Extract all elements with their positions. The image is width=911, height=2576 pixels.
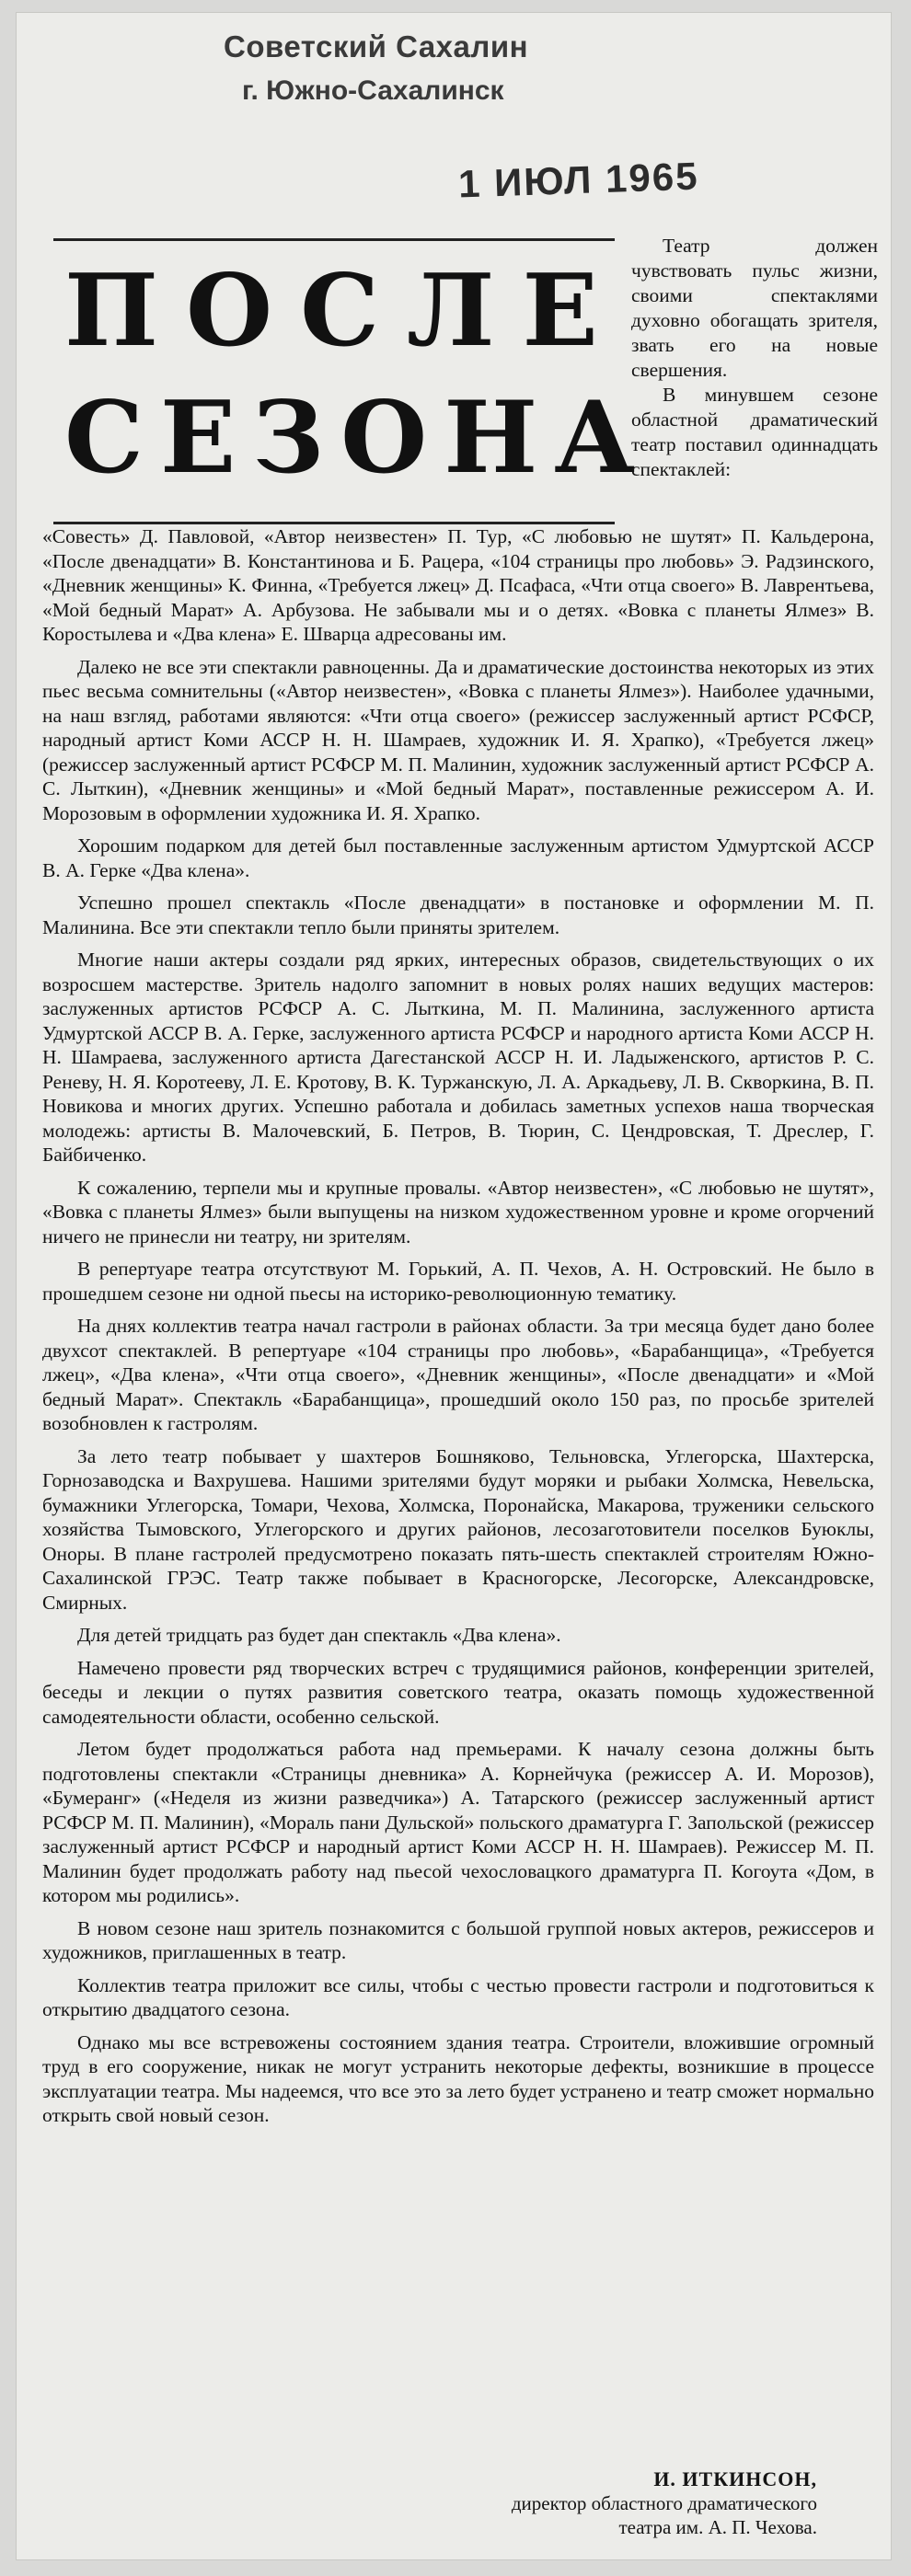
- article-body: [42, 524, 874, 2136]
- article-paragraph: Успешно прошел спектакль «После двенадцати» в постановке и оформлении М. П. Малинина. Все эти спектакли тепло были приняты зрителем.: [42, 891, 874, 938]
- author-name: И. ИТКИНСОН,: [653, 2467, 817, 2490]
- article-paragraph: Однако мы все встревожены состоянием здания театра. Строители, вложившие огромный труд в его сооружение, никак не могут устранить некоторые дефекты, возникшие в процессе эксплуатации театра. Мы надеемся, что все это за лето будет устранено и театр сможет нормально открыть свой новый сезон.: [42, 2030, 874, 2126]
- article-paragraph: Коллектив театра приложит все силы, чтобы с честью провести гастроли и подготовиться к открытию двадцатого сезона.: [42, 1973, 874, 2020]
- intro-paragraph: В минувшем сезоне областной драматический театр поставил одиннадцать спектаклей:: [631, 384, 878, 480]
- newspaper-clipping: [17, 13, 891, 2559]
- newspaper-city-stamp: г. Южно-Сахалинск: [242, 75, 504, 106]
- article-paragraph: Многие наши актеры создали ряд ярких, интересных образов, свидетельствующих о их возросшем мастерстве. Зритель надолго запомнит в новых ролях наших ведущих мастеров: заслуженных артистов РСФСР А. С. Лыткина, М. П. Малинина, заслуженного артиста Удмуртской АССР В. А. Герке, заслуженного артиста РСФСР и народного артиста Коми АССР Н. Н. Шамраева, заслуженного артиста Дагестанской АССР Н. И. Ладыженского, артистов Р. С. Реневу, Н. Я. Коротееву, Л. Е. Кротову, В. К. Туржанскую, Л. А. Аркадьеву, Л. В. Скворкина, В. П. Новикова и многих других. Успешно работала и добилась заметных успехов наша творческая молодежь: артисты В. Малочевский, Б. Петров, В. Тюрин, С. Цендровская, Т. Дреслер, Г. Байбиченко.: [42, 949, 874, 1166]
- article-paragraph: «Совесть» Д. Павловой, «Автор неизвестен» П. Тур, «С любовью не шутят» П. Кальдерона, «После двенадцати» В. Константинова и Б. Рацера, «104 страницы про любовь» Э. Радзинского, «Дневник женщины» К. Финна, «Требуется лжец» Д. Псафаса, «Чти отца своего» В. Лаврентьева, «Мой бедный Марат» А. Арбузова. Не забывали мы и о детях. «Вовка с планеты Ялмез» В. Коростылева и «Два клена» Е. Шварца адресованы им.: [42, 525, 874, 645]
- headline: [53, 238, 652, 524]
- newspaper-title-stamp: Советский Сахалин: [224, 29, 529, 63]
- article-paragraph: В репертуаре театра отсутствуют М. Горький, А. П. Чехов, А. Н. Островский. Не было в прошедшем сезоне ни одной пьесы на историко-революционную тематику.: [42, 1258, 874, 1305]
- article-paragraph: За лето театр побывает у шахтеров Бошняково, Тельновска, Углегорска, Шахтерска, Горнозаводска и Вахрушева. Нашими зрителями будут моряки и рыбаки Холмска, Невельска, бумажники Углегорска, Томари, Чехова, Холмска, Поронайска, Макарова, труженики сельского хозяйства Тымовского, Углегорского и других районов, лесозаготовители поселков Буюклы, Оноры. В плане гастролей предусмотрено показать пять-шесть спектаклей строителям Южно-Сахалинской ГРЭС. Театр также побывает в Красногорске, Лесогорске, Александровске, Смирных.: [42, 1444, 874, 1614]
- article-paragraph: Намечено провести ряд творческих встреч с трудящимися районов, конференции зрителей, беседы и лекции о путях развития советского театра, оказать помощь художественной самодеятельности области, особенно сельской.: [42, 1656, 874, 1728]
- article-paragraph: Далеко не все эти спектакли равноценны. Да и драматические достоинства некоторых из этих пьес весьма сомнительны («Автор неизвестен», «Вовка с планеты Ялмез»). Наиболее удачными, на наш взгляд, работами являются: «Чти отца своего» (режиссер заслуженный артист РСФСР, народный артист Коми АССР Н. Н. Шамраев, художник И. Я. Храпко), «Требуется лжец» (режиссер заслуженный артист РСФСР М. П. Малинин, художник заслуженный артист РСФСР А. С. Лыткин), «Дневник женщины» и «Мой бедный Марат», поставленные режиссером А. И. Морозовым в оформлении художника И. Я. Храпко.: [42, 655, 874, 824]
- author-title: театра им. А. П. Чехова.: [618, 2516, 817, 2538]
- intro-paragraph: Театр должен чувствовать пульс жизни, своими спектаклями духовно обогащать зрителя, звать его на новые свершения.: [631, 235, 878, 381]
- article-paragraph: Хорошим подарком для детей был поставленные заслуженным артистом Удмуртской АССР В. А. Герке «Два клена».: [42, 834, 874, 881]
- headline-line-1: ПОСЛЕ: [64, 253, 626, 369]
- date-stamp: 1 ИЮЛ 1965: [457, 154, 700, 206]
- article-paragraph: На днях коллектив театра начал гастроли в районах области. За три месяца будет дано более двухсот спектаклей. В репертуаре «104 страницы про любовь», «Барабанщица», «Требуется лжец», «Два клена», «Чти отца своего», «Дневник женщины», «После двенадцати» и «Мой бедный Марат». Спектакль «Барабанщица», прошедший около 150 раз, по просьбе зрителей возобновлен к гастролям.: [42, 1315, 874, 1434]
- article-paragraph: Для детей тридцать раз будет дан спектакль «Два клена».: [77, 1624, 561, 1646]
- author-title: директор областного драматического: [511, 2492, 817, 2514]
- article-paragraph: Летом будет продолжаться работа над премьерами. К началу сезона должны быть подготовлены спектакли «Страницы дневника» А. Корнейчука (режиссер А. И. Морозов), «Бумеранг» («Неделя из жизни разведчика») А. Татарского (режиссер заслуженный артист РСФСР М. П. Малинин), «Мораль пани Дульской» польского драматурга Г. Запольской (режиссер заслуженный артист РСФСР и народный артист Коми АССР Н. Н. Шамраев). Режиссер М. П. Малинин будет продолжать работу над пьесой чехословацкого драматурга П. Когоута «Дом, в котором мы родились».: [42, 1738, 874, 1906]
- intro-column: [631, 234, 878, 482]
- headline-line-2: СЕЗОНА: [64, 380, 652, 496]
- author-signature: [247, 2467, 817, 2539]
- article-paragraph: В новом сезоне наш зритель познакомится с большой группой новых актеров, режиссеров и художников, приглашенных в театр.: [42, 1916, 874, 1963]
- article-paragraph: К сожалению, терпели мы и крупные провалы. «Автор неизвестен», «С любовью не шутят», «Вовка с планеты Ялмез» были выпущены на низком художественном уровне и кроме огорчений ничего не принесли ни театру, ни зрителям.: [42, 1176, 874, 1248]
